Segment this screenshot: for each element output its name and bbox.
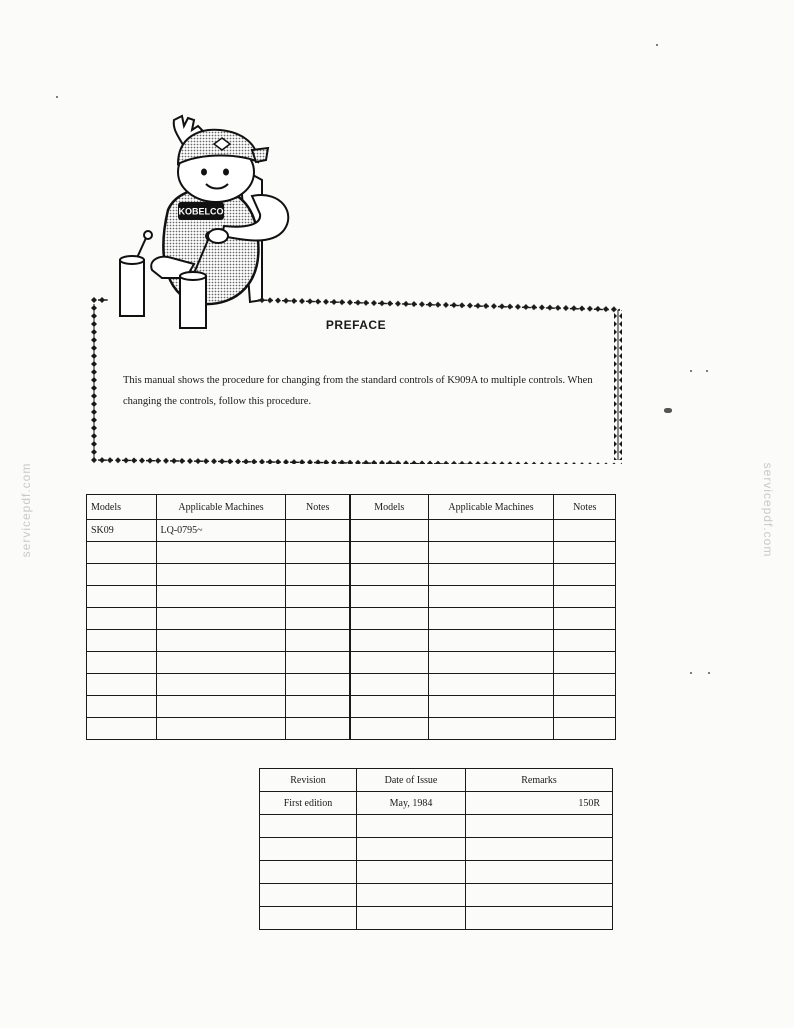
revision-cell	[260, 838, 357, 861]
column-header-revision: Revision	[260, 769, 357, 792]
scan-speck	[706, 370, 708, 372]
table-row	[87, 608, 616, 630]
preface-body-text: This manual shows the procedure for changing from the standard controls of K909A to multiple controls. When changing the controls, follow this procedure.	[123, 375, 593, 407]
table-cell	[350, 652, 428, 674]
remarks-cell	[466, 861, 613, 884]
date-of-issue-cell	[357, 907, 466, 930]
table-row	[87, 542, 616, 564]
remarks-cell	[466, 884, 613, 907]
table-cell	[286, 608, 350, 630]
table-cell	[350, 696, 428, 718]
table-cell	[554, 674, 616, 696]
scan-speck	[690, 672, 692, 674]
table-cell	[87, 564, 157, 586]
table-cell	[286, 696, 350, 718]
scan-speck	[708, 672, 710, 674]
date-of-issue-cell	[357, 815, 466, 838]
watermark-left: servicepdf.com	[19, 462, 33, 558]
revision-cell	[260, 861, 357, 884]
table-cell	[428, 608, 554, 630]
column-header-date-of-issue: Date of Issue	[357, 769, 466, 792]
column-header-notes-2: Notes	[554, 495, 616, 520]
remarks-cell	[466, 907, 613, 930]
column-header-notes: Notes	[286, 495, 350, 520]
table-cell	[286, 674, 350, 696]
table-row	[260, 838, 613, 861]
date-of-issue-cell	[357, 884, 466, 907]
table-cell	[428, 652, 554, 674]
table-row	[87, 652, 616, 674]
models-applicable-machines-table	[86, 494, 616, 740]
table-row	[260, 907, 613, 930]
table-cell	[87, 586, 157, 608]
remarks-cell	[466, 838, 613, 861]
table-cell: LQ-0795~	[156, 520, 286, 542]
scan-speck	[690, 370, 692, 372]
column-header-applicable-machines-2: Applicable Machines	[428, 495, 554, 520]
table-cell	[87, 652, 157, 674]
table-cell	[428, 586, 554, 608]
table-cell	[554, 520, 616, 542]
table-cell	[156, 718, 286, 740]
table-cell	[87, 718, 157, 740]
table-cell	[87, 630, 157, 652]
column-header-models-2: Models	[350, 495, 428, 520]
table-cell	[156, 630, 286, 652]
table-cell	[428, 520, 554, 542]
column-header-applicable-machines: Applicable Machines	[156, 495, 286, 520]
table-cell	[286, 564, 350, 586]
date-of-issue-cell: May, 1984	[357, 792, 466, 815]
table-row	[87, 586, 616, 608]
table-cell	[428, 718, 554, 740]
table-cell	[428, 696, 554, 718]
table-row	[260, 792, 613, 815]
table-cell	[156, 542, 286, 564]
table-cell	[554, 586, 616, 608]
table-row	[87, 718, 616, 740]
table-cell: SK09	[87, 520, 157, 542]
table-cell	[87, 696, 157, 718]
column-header-remarks: Remarks	[466, 769, 613, 792]
table-cell	[350, 630, 428, 652]
preface-box	[90, 296, 622, 464]
table-cell	[350, 564, 428, 586]
table-row	[87, 630, 616, 652]
table-cell	[428, 630, 554, 652]
revision-cell	[260, 907, 357, 930]
table-row	[87, 520, 616, 542]
revision-history-table	[259, 768, 613, 930]
table-cell	[286, 630, 350, 652]
remarks-cell	[466, 815, 613, 838]
table-cell	[428, 542, 554, 564]
table-cell	[286, 718, 350, 740]
date-of-issue-cell	[357, 838, 466, 861]
revision-cell	[260, 815, 357, 838]
table-cell	[286, 520, 350, 542]
table-row	[260, 815, 613, 838]
table-cell	[428, 674, 554, 696]
table-cell	[286, 652, 350, 674]
table-row	[260, 884, 613, 907]
table-row	[87, 696, 616, 718]
revision-cell	[260, 884, 357, 907]
table-cell	[554, 718, 616, 740]
table-cell	[350, 608, 428, 630]
table-cell	[87, 542, 157, 564]
table-row	[87, 564, 616, 586]
remarks-cell: 150R	[466, 792, 613, 815]
kobelco-logo: KOBELCO	[178, 206, 224, 217]
table-cell	[554, 564, 616, 586]
table-cell	[554, 630, 616, 652]
column-header-models: Models	[87, 495, 157, 520]
table-row	[87, 674, 616, 696]
table-cell	[350, 674, 428, 696]
table-row	[260, 861, 613, 884]
scan-speck	[56, 96, 58, 98]
table-cell	[350, 718, 428, 740]
table-cell	[156, 564, 286, 586]
table-cell	[156, 608, 286, 630]
table-cell	[554, 696, 616, 718]
table-cell	[87, 608, 157, 630]
table-cell	[350, 542, 428, 564]
table-cell	[350, 586, 428, 608]
table-cell	[156, 674, 286, 696]
date-of-issue-cell	[357, 861, 466, 884]
revision-cell: First edition	[260, 792, 357, 815]
table-header-row	[87, 495, 616, 520]
table-cell	[554, 652, 616, 674]
table-cell	[554, 542, 616, 564]
table-cell	[350, 520, 428, 542]
table-cell	[156, 586, 286, 608]
table-cell	[156, 696, 286, 718]
watermark-right: servicepdf.com	[761, 462, 775, 558]
table-cell	[156, 652, 286, 674]
scan-speck	[664, 408, 672, 413]
scan-speck	[656, 44, 658, 46]
table-cell	[286, 586, 350, 608]
preface-title: PREFACE	[325, 318, 387, 332]
table-cell	[428, 564, 554, 586]
table-cell	[87, 674, 157, 696]
table-cell	[286, 542, 350, 564]
table-header-row	[260, 769, 613, 792]
table-cell	[554, 608, 616, 630]
